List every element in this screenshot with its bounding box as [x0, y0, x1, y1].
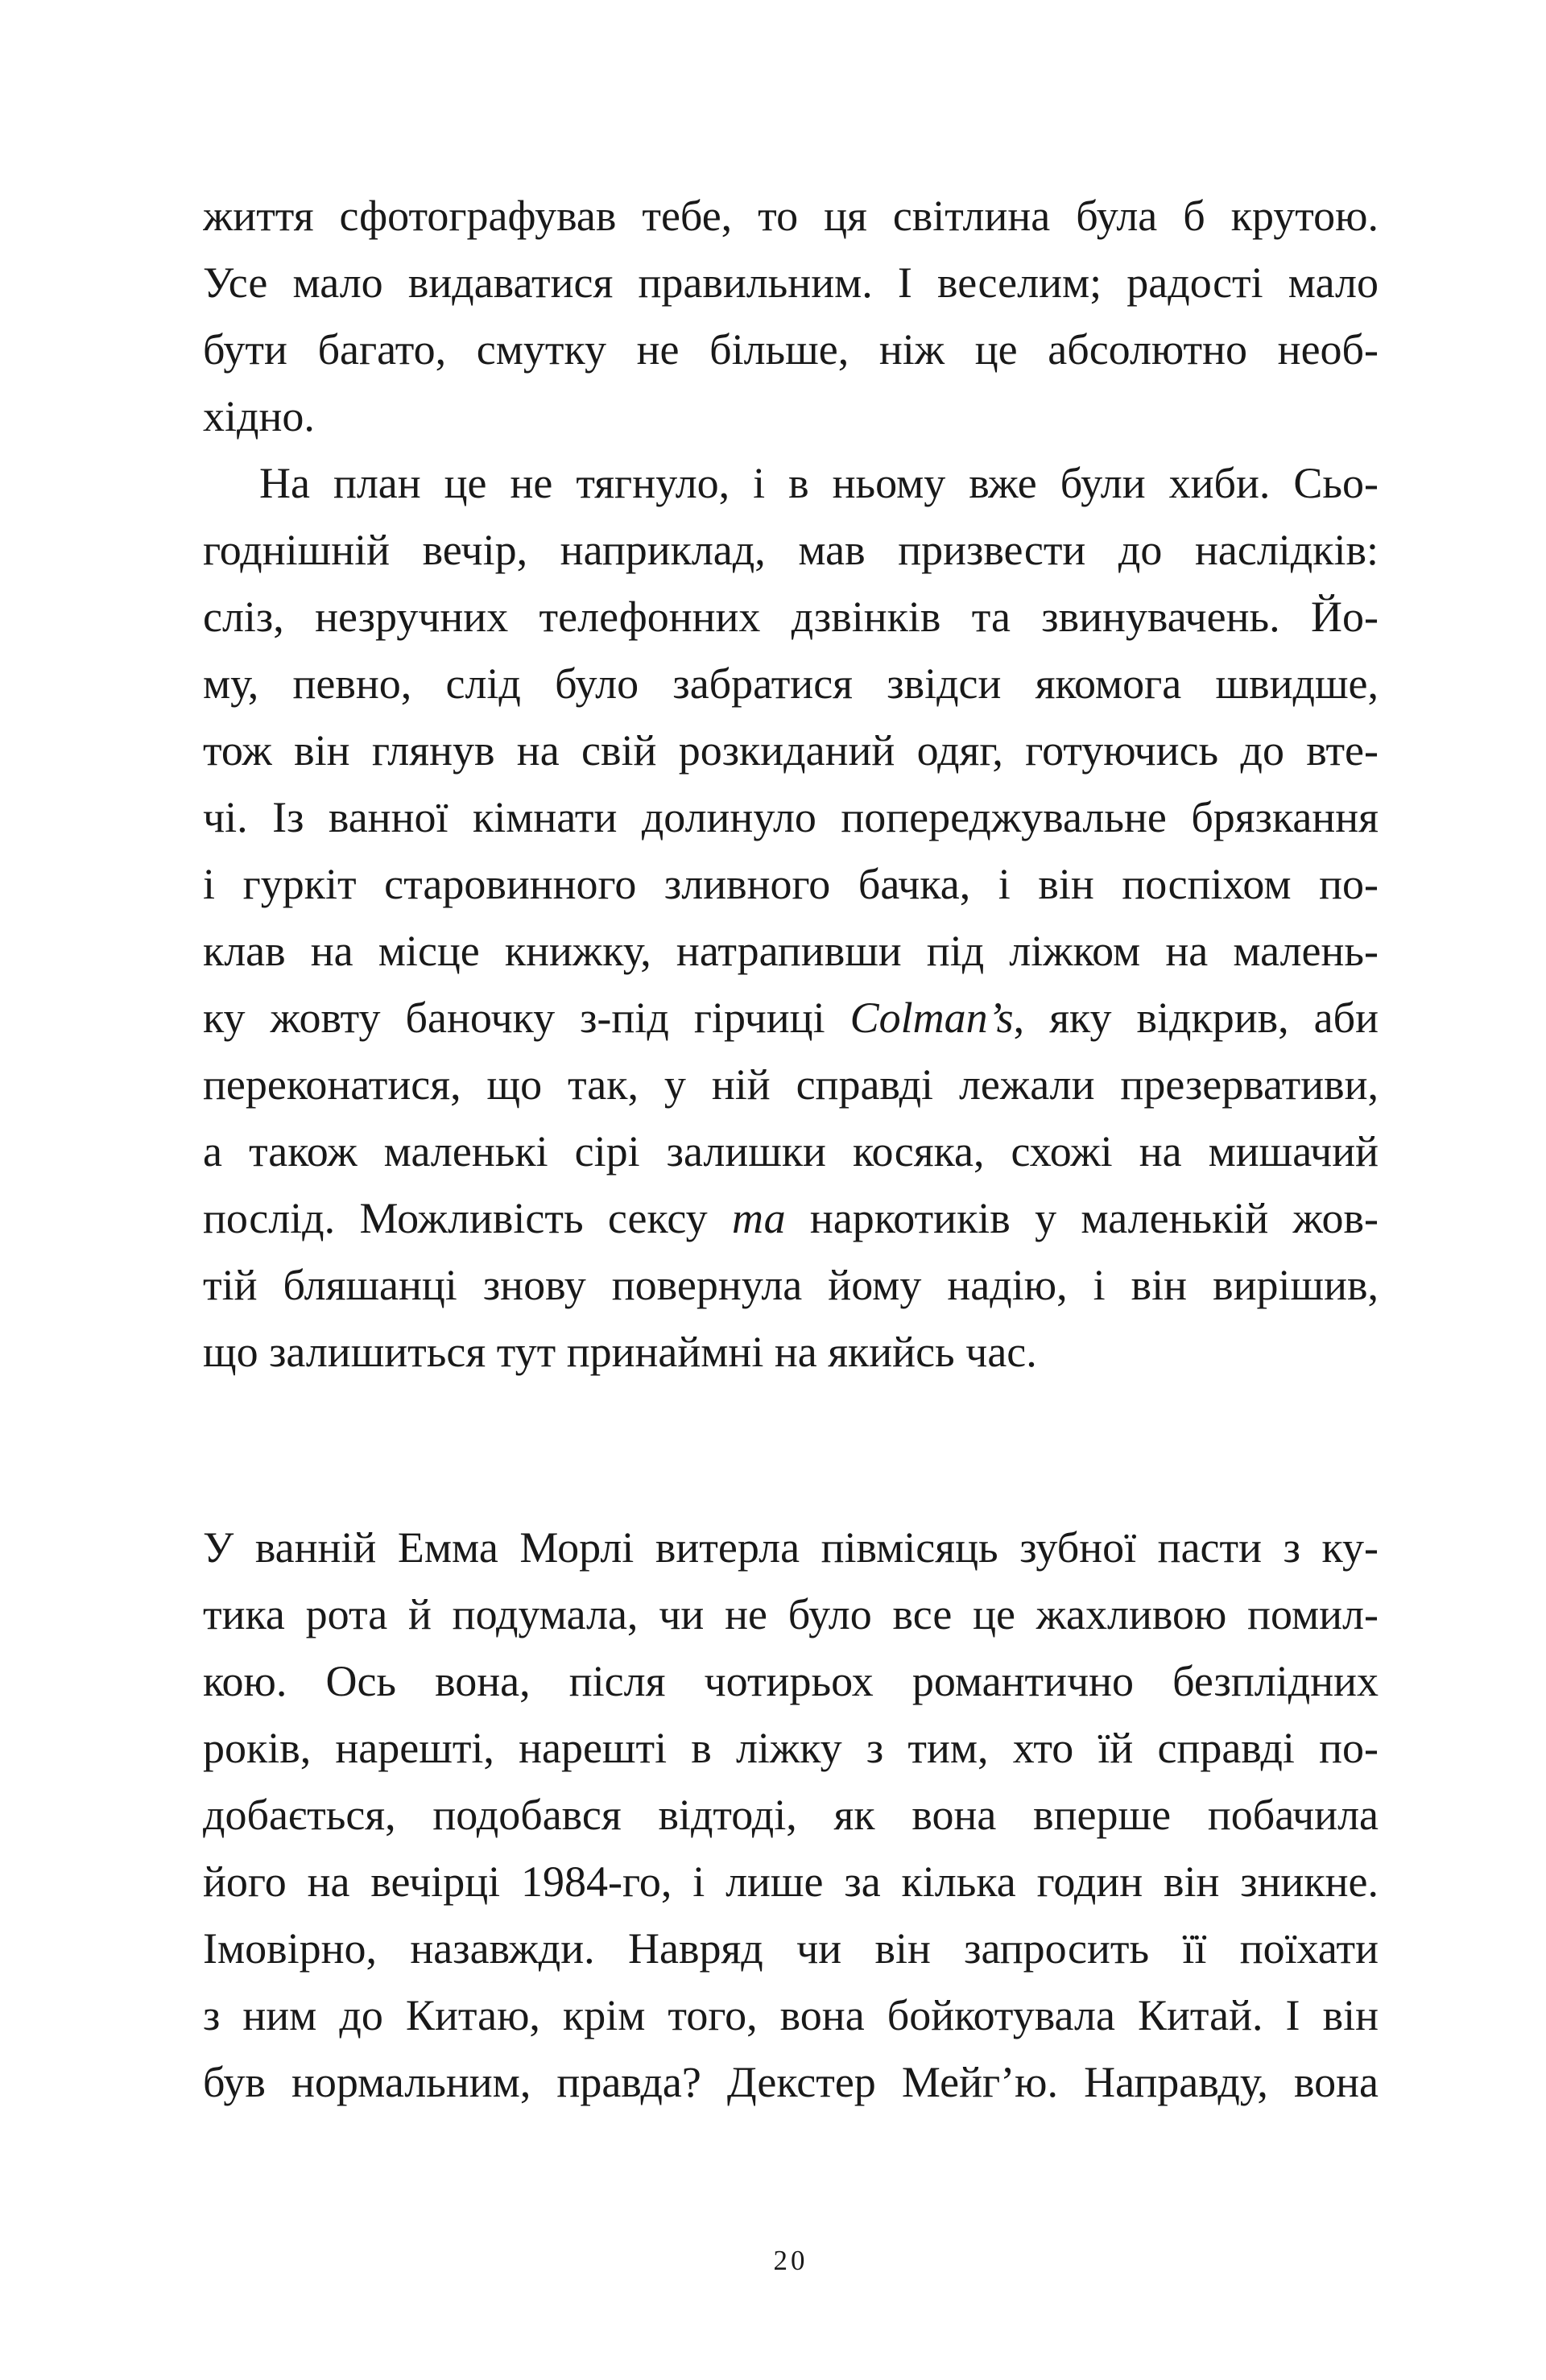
text-run: а також маленькі сірі залишки косяка, схожі на мишачий — [203, 1127, 1379, 1176]
text-line — [203, 851, 1379, 918]
text-line — [203, 517, 1379, 584]
text-line — [203, 784, 1379, 851]
text-line — [203, 1118, 1379, 1185]
text-run: сліз, незручних телефонних дзвінків та звинувачень. Йо- — [203, 593, 1379, 641]
text-line — [203, 1185, 1379, 1252]
text-run: що залишиться тут принаймні на якийсь час. — [203, 1328, 1037, 1376]
text-run: клав на місце книжку, натрапивши під ліжком на малень- — [203, 927, 1379, 975]
text-run: му, певно, слід було забратися звідси якомога швидше, — [203, 659, 1379, 708]
text-line — [203, 316, 1379, 383]
text-run: життя сфотографував тебе, то ця світлина була б крутою. — [203, 192, 1379, 240]
text-line — [203, 584, 1379, 651]
text-line — [203, 1648, 1379, 1715]
text-run: переконатися, що так, у ній справді лежали презервативи, — [203, 1060, 1379, 1109]
text-line — [203, 1252, 1379, 1319]
italic-run: та — [731, 1194, 786, 1242]
text-run: чі. Із ванної кімнати долинуло попереджувальне брязкання — [203, 793, 1379, 841]
text-run: добається, подобався відтоді, як вона вперше побачила — [203, 1791, 1379, 1839]
text-line — [203, 450, 1379, 517]
text-line — [203, 2049, 1379, 2116]
text-line — [203, 1915, 1379, 1982]
text-line — [203, 1849, 1379, 1915]
text-run: бути багато, смутку не більше, ніж це абсолютно необ- — [203, 325, 1379, 374]
text-run: тій бляшанці знову повернула йому надію, і він вирішив, — [203, 1261, 1379, 1309]
text-line — [203, 1052, 1379, 1118]
text-run: На план це не тягнуло, і в ньому вже були хиби. Сьо- — [259, 459, 1379, 507]
text-run: кою. Ось вона, після чотирьох романтично безплідних — [203, 1657, 1379, 1705]
text-line — [203, 1581, 1379, 1648]
text-run: років, нарешті, нарешті в ліжку з тим, хто їй справді по- — [203, 1724, 1379, 1772]
italic-run: Colman’s — [849, 994, 1014, 1042]
text-run: Усе мало видаватися правильним. І веселим; радості мало — [203, 258, 1379, 307]
text-run: тика рота й подумала, чи не було все це жахливою помил- — [203, 1590, 1379, 1638]
paragraph — [203, 183, 1379, 450]
text-line — [203, 1782, 1379, 1849]
text-line — [203, 918, 1379, 985]
text-run: і гуркіт старовинного зливного бачка, і він поспіхом по- — [203, 860, 1379, 908]
text-line — [203, 1715, 1379, 1782]
text-line — [203, 985, 1379, 1052]
text-run: тож він глянув на свій розкиданий одяг, готуючись до вте- — [203, 726, 1379, 775]
text-run: послід. Можливість сексу — [203, 1194, 732, 1242]
text-run: годнішній вечір, наприклад, мав призвести до наслідків: — [203, 526, 1379, 574]
text-line — [203, 1319, 1379, 1386]
text-block — [203, 183, 1379, 2116]
text-line — [203, 250, 1379, 316]
text-run: його на вечірці 1984-го, і лише за кілька годин він зникне. — [203, 1857, 1379, 1906]
text-run: Імовірно, назавжди. Навряд чи він запросить її поїхати — [203, 1924, 1379, 1973]
text-run: хідно. — [203, 392, 315, 440]
page-number: 20 — [773, 2245, 808, 2276]
paragraph — [203, 450, 1379, 1386]
text-line — [203, 183, 1379, 250]
text-line — [203, 1982, 1379, 2049]
text-line — [203, 1514, 1379, 1581]
text-run: У ванній Емма Морлі витерла півмісяць зубної пасти з ку- — [203, 1523, 1379, 1572]
text-run: , яку відкрив, аби — [1013, 994, 1379, 1042]
paragraph — [203, 1514, 1379, 2116]
text-line — [203, 651, 1379, 717]
text-run: був нормальним, правда? Декстер Мейг’ю. Направду, вона — [203, 2058, 1379, 2106]
text-line — [203, 383, 1379, 450]
text-run: ку жовту баночку з-під гірчиці — [203, 994, 850, 1042]
text-run: наркотиків у маленькій жов- — [785, 1194, 1379, 1242]
text-run: з ним до Китаю, крім того, вона бойкотувала Китай. І він — [203, 1991, 1379, 2039]
text-line — [203, 717, 1379, 784]
